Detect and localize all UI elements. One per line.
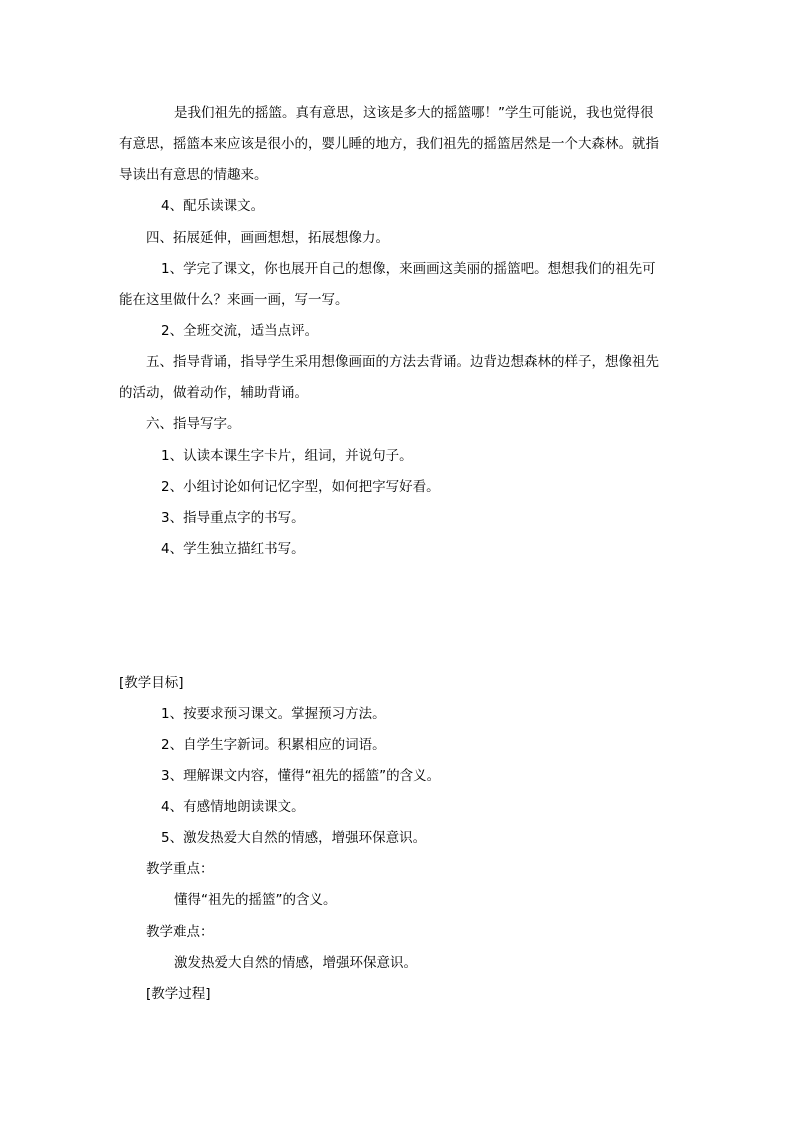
list-item-continuation: 能在这里做什么？来画一画，写一写。 [119, 292, 349, 308]
objective-item: 4、有感情地朗读课文。 [161, 799, 305, 815]
objective-item: 2、自学生字新词。积累相应的词语。 [161, 737, 386, 753]
paragraph-line: 是我们祖先的摇篮。真有意思，这该是多大的摇篮哪！”学生可能说，我也觉得很 [174, 105, 654, 121]
difficulty-text: 激发热爱大自然的情感，增强环保意识。 [174, 955, 417, 971]
objective-item: 5、激发热爱大自然的情感，增强环保意识。 [161, 830, 427, 846]
process-heading: [教学过程] [146, 986, 211, 1002]
section-heading: 六、指导写字。 [146, 416, 241, 432]
list-item: 2、小组讨论如何记忆字型，如何把字写好看。 [161, 479, 440, 495]
paragraph-line: 导读出有意思的情趣来。 [119, 167, 268, 183]
objective-item: 1、按要求预习课文。掌握预习方法。 [161, 706, 386, 722]
section-heading: 四、拓展延伸，画画想想，拓展想像力。 [146, 230, 389, 246]
list-item: 1、认读本课生字卡片，组词，并说句子。 [161, 448, 413, 464]
list-item: 2、全班交流，适当点评。 [161, 323, 319, 339]
section-heading: 五、指导背诵，指导学生采用想像画面的方法去背诵。边背边想森林的样子，想像祖先 [146, 354, 659, 370]
list-item: 4、学生独立描红书写。 [161, 541, 305, 557]
paragraph-line: 有意思，摇篮本来应该是很小的，婴儿睡的地方，我们祖先的摇篮居然是一个大森林。就指 [119, 136, 659, 152]
key-point-text: 懂得“祖先的摇篮”的含义。 [174, 892, 337, 908]
list-item: 3、指导重点字的书写。 [161, 510, 305, 526]
difficulty-label: 教学难点： [146, 924, 214, 940]
objectives-heading: [教学目标] [119, 675, 184, 691]
objective-item: 3、理解课文内容，懂得“祖先的摇篮”的含义。 [161, 768, 441, 784]
key-point-label: 教学重点： [146, 861, 214, 877]
list-item: 1、学完了课文，你也展开自己的想像，来画画这美丽的摇篮吧。想想我们的祖先可 [161, 261, 656, 277]
paragraph-line: 的活动，做着动作，辅助背诵。 [119, 385, 308, 401]
step-item: 4、配乐读课文。 [161, 198, 265, 214]
